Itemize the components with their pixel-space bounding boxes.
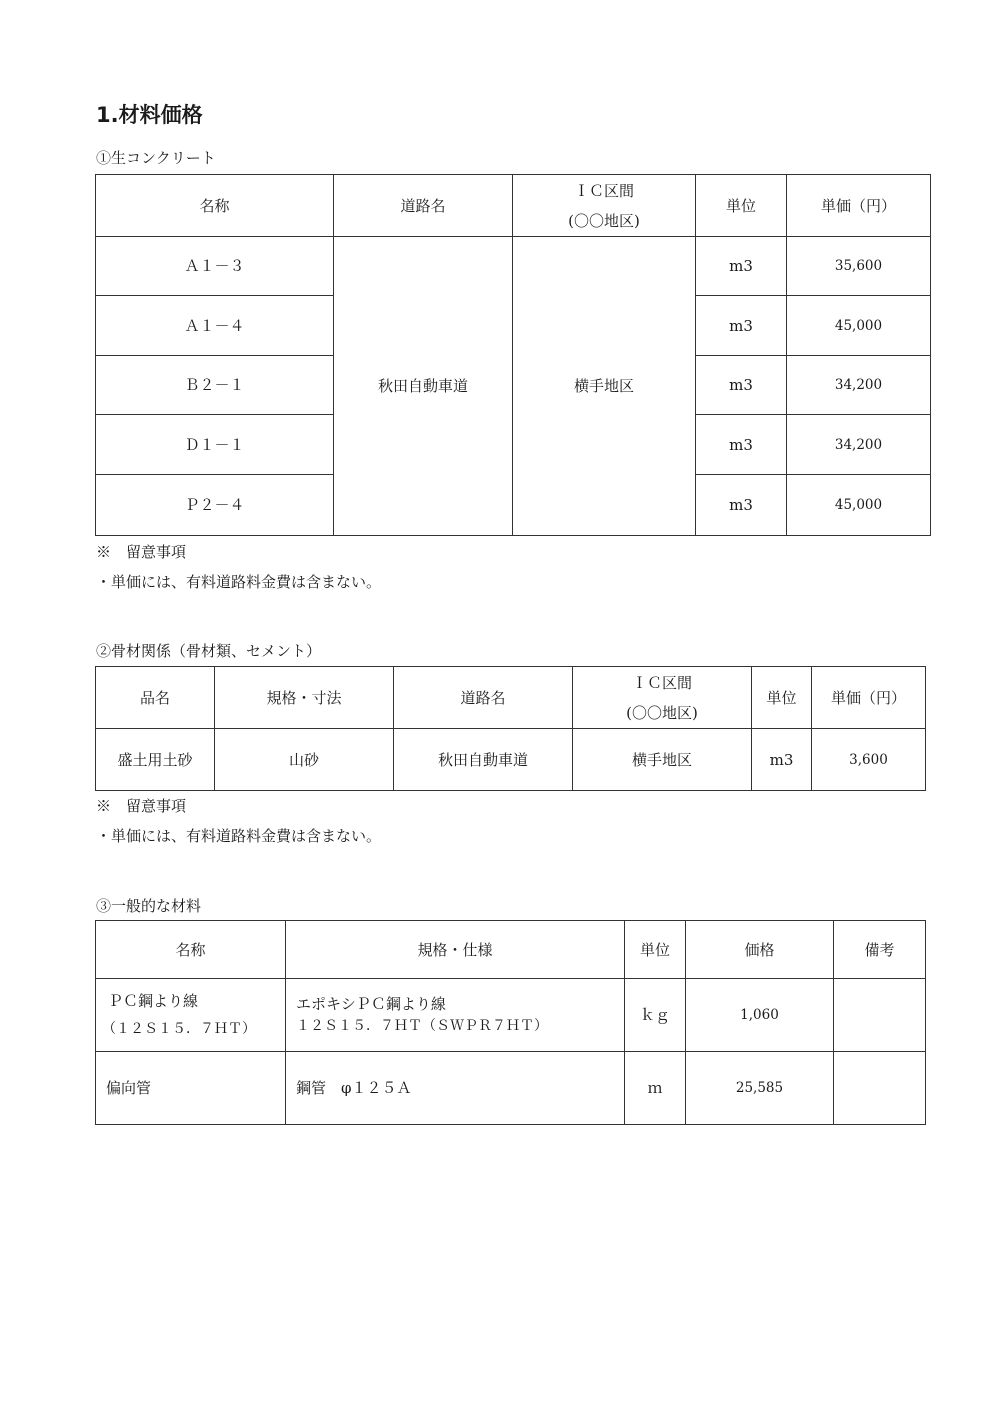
- header-road: 道路名: [334, 175, 513, 237]
- row-spec: 山砂: [215, 729, 394, 791]
- road-name-cell: 秋田自動車道: [334, 237, 513, 536]
- header-ic-line2: (〇〇地区): [568, 211, 640, 230]
- header-price: 単価（円）: [812, 667, 926, 729]
- row-price: 35,600: [787, 237, 931, 296]
- header-ic-section: [513, 175, 696, 237]
- row-spec: [286, 979, 625, 1052]
- row-unit: m3: [696, 356, 787, 415]
- header-unit: 単位: [625, 921, 686, 979]
- aggregate-table: [95, 666, 926, 791]
- row-name: Ａ１－４: [96, 296, 334, 356]
- row-spec: 鋼管 φ１２５Ａ: [286, 1052, 625, 1125]
- section1-title: ①生コンクリート: [96, 149, 216, 167]
- row-name-line2: （１２Ｓ１５．７ＨＴ）: [102, 1021, 256, 1037]
- row-unit: m3: [696, 475, 787, 536]
- table-header-row: [96, 667, 926, 729]
- row-price: 45,000: [787, 475, 931, 536]
- row-unit: ｍ: [625, 1052, 686, 1125]
- section2-note-text: ・単価には、有料道路料金費は含まない。: [96, 827, 382, 845]
- header-ic-section: [573, 667, 752, 729]
- section2-note-title: ※ 留意事項: [96, 797, 187, 815]
- section2-title: ②骨材関係（骨材類、セメント）: [96, 642, 322, 660]
- header-remarks: 備考: [834, 921, 926, 979]
- ic-section-cell: 横手地区: [513, 237, 696, 536]
- table-row: [96, 1052, 926, 1125]
- header-spec: 規格・寸法: [215, 667, 394, 729]
- header-ic-line2: (〇〇地区): [626, 703, 698, 722]
- header-price: 単価（円）: [787, 175, 931, 237]
- row-unit: m3: [696, 415, 787, 475]
- table-header-row: [96, 921, 926, 979]
- table-row: [96, 979, 926, 1052]
- header-name: 名称: [96, 175, 334, 237]
- row-price: 34,200: [787, 415, 931, 475]
- row-unit: m3: [696, 237, 787, 296]
- section3-title: ③一般的な材料: [96, 897, 202, 915]
- row-name: 偏向管: [96, 1052, 286, 1125]
- row-name: Ａ１－３: [96, 237, 334, 296]
- row-remarks: [834, 979, 926, 1052]
- header-name: 名称: [96, 921, 286, 979]
- header-ic-line1: ＩＣ区間: [631, 673, 692, 692]
- header-road: 道路名: [394, 667, 573, 729]
- row-price: 25,585: [686, 1052, 834, 1125]
- header-price: 価格: [686, 921, 834, 979]
- row-unit: ｋｇ: [625, 979, 686, 1052]
- row-price: 45,000: [787, 296, 931, 356]
- section1-note-text: ・単価には、有料道路料金費は含まない。: [96, 573, 382, 591]
- page-title: 1.材料価格: [96, 103, 203, 127]
- row-item-name: 盛土用土砂: [96, 729, 215, 791]
- row-spec-line1: エポキシＰＣ鋼より線: [296, 995, 446, 1013]
- row-spec-line2: １２Ｓ１５．７ＨＴ（ＳＷＰＲ７ＨＴ）: [296, 1018, 548, 1034]
- ready-mixed-concrete-table: [95, 174, 931, 536]
- row-name: Ｂ２－１: [96, 356, 334, 415]
- row-name: Ｄ１－１: [96, 415, 334, 475]
- row-unit: m3: [752, 729, 812, 791]
- general-materials-table: [95, 920, 926, 1125]
- row-price: 1,060: [686, 979, 834, 1052]
- row-remarks: [834, 1052, 926, 1125]
- header-item-name: 品名: [96, 667, 215, 729]
- row-name: [96, 979, 286, 1052]
- header-spec: 規格・仕様: [286, 921, 625, 979]
- row-unit: m3: [696, 296, 787, 356]
- row-name: Ｐ２－４: [96, 475, 334, 536]
- row-price: 3,600: [812, 729, 926, 791]
- header-unit: 単位: [752, 667, 812, 729]
- table-row: [96, 729, 926, 791]
- row-name-line1: ＰＣ鋼より線: [108, 992, 199, 1010]
- table-row: [96, 237, 931, 296]
- row-road: 秋田自動車道: [394, 729, 573, 791]
- section1-note-title: ※ 留意事項: [96, 543, 187, 561]
- row-price: 34,200: [787, 356, 931, 415]
- table-header-row: [96, 175, 931, 237]
- header-ic-line1: ＩＣ区間: [573, 181, 634, 200]
- row-ic-section: 横手地区: [573, 729, 752, 791]
- header-unit: 単位: [696, 175, 787, 237]
